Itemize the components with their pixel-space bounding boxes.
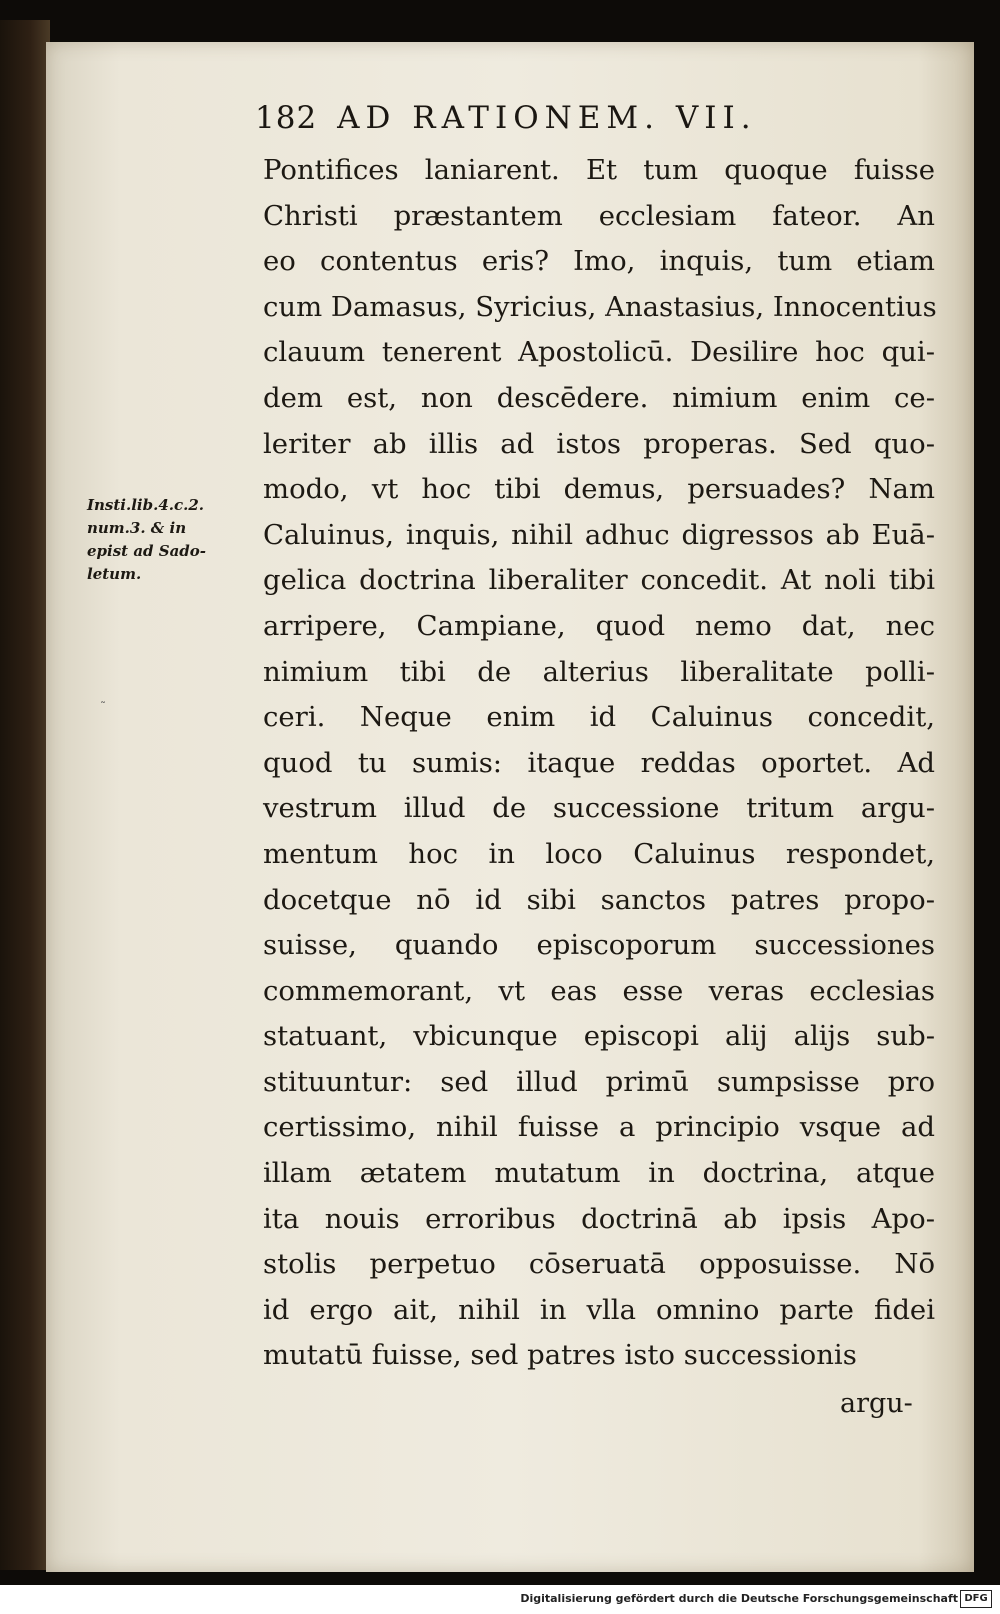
stray-ink-mark: ˜ — [100, 700, 106, 714]
book-binding-edge — [0, 20, 50, 1570]
dfg-logo: DFG — [960, 1590, 992, 1608]
text-line: cum Damasus, Syricius, Anastasius, Innocentius — [263, 290, 937, 323]
text-line: mutatū fuisse, sed patres isto successionis — [263, 1339, 857, 1372]
text-line: stolis perpetuo cōseruatā opposuisse. Nō — [263, 1248, 935, 1281]
text-line: stituuntur: sed illud primū sumpsisse pro — [263, 1065, 935, 1098]
text-line: clauum tenerent Apostolicū. Desilire hoc qui- — [263, 336, 935, 369]
text-line: eo contentus eris? Imo, inquis, tum etiam — [263, 245, 935, 278]
text-line: Pontifices laniarent. Et tum quoque fuisse — [263, 154, 935, 186]
running-head — [255, 100, 895, 136]
marginal-note-line: epist ad Sado- — [87, 542, 207, 560]
text-line: modo, vt hoc tibi demus, persuades? Nam — [263, 473, 935, 506]
text-line: leriter ab illis ad istos properas. Sed quo- — [263, 427, 935, 460]
page-number: 182 — [255, 100, 318, 136]
text-line: arripere, Campiane, quod nemo dat, nec — [263, 609, 935, 642]
text-line: commemorant, vt eas esse veras ecclesias — [263, 974, 935, 1007]
text-line: Caluinus, inquis, nihil adhuc digressos ab Euā- — [263, 518, 935, 551]
marginal-note-line: num.3. & in — [87, 519, 187, 537]
footer-credit: Digitalisierung gefördert durch die Deutsche Forschungsgemeinschaft — [520, 1592, 958, 1605]
text-line: mentum hoc in loco Caluinus respondet, — [263, 837, 935, 870]
body-text — [263, 148, 935, 1379]
text-line: vestrum illud de successione tritum argu- — [263, 792, 935, 825]
text-line: illam ætatem mutatum in doctrina, atque — [263, 1157, 935, 1190]
text-line: certissimo, nihil fuisse a principio vsque ad — [263, 1111, 935, 1144]
marginal-note-line: letum. — [87, 565, 142, 583]
text-line: id ergo ait, nihil in vlla omnino parte fidei — [263, 1293, 935, 1326]
text-line: quod tu sumis: itaque reddas oportet. Ad — [263, 746, 935, 779]
text-line: statuant, vbicunque episcopi alij alijs sub- — [263, 1020, 935, 1053]
text-line: ita nouis erroribus doctrinā ab ipsis Apo- — [263, 1202, 935, 1235]
text-line: dem est, non descēdere. nimium enim ce- — [263, 381, 935, 414]
text-line: ceri. Neque enim id Caluinus concedit, — [263, 701, 935, 734]
text-line: gelica doctrina liberaliter concedit. At noli tibi — [263, 564, 935, 597]
text-line: docetque nō id sibi sanctos patres propo- — [263, 883, 935, 916]
digitization-footer — [0, 1585, 1000, 1614]
text-line: suisse, quando episcoporum successiones — [263, 929, 935, 962]
text-line: nimium tibi de alterius liberalitate polli- — [263, 655, 935, 688]
catchword: argu- — [840, 1388, 913, 1419]
marginal-note-line: Insti.lib.4.c.2. — [87, 496, 204, 514]
running-title: AD RATIONEM. VII. — [337, 100, 757, 136]
text-line: Christi præstantem ecclesiam fateor. An — [263, 199, 935, 232]
marginal-note — [87, 494, 257, 586]
